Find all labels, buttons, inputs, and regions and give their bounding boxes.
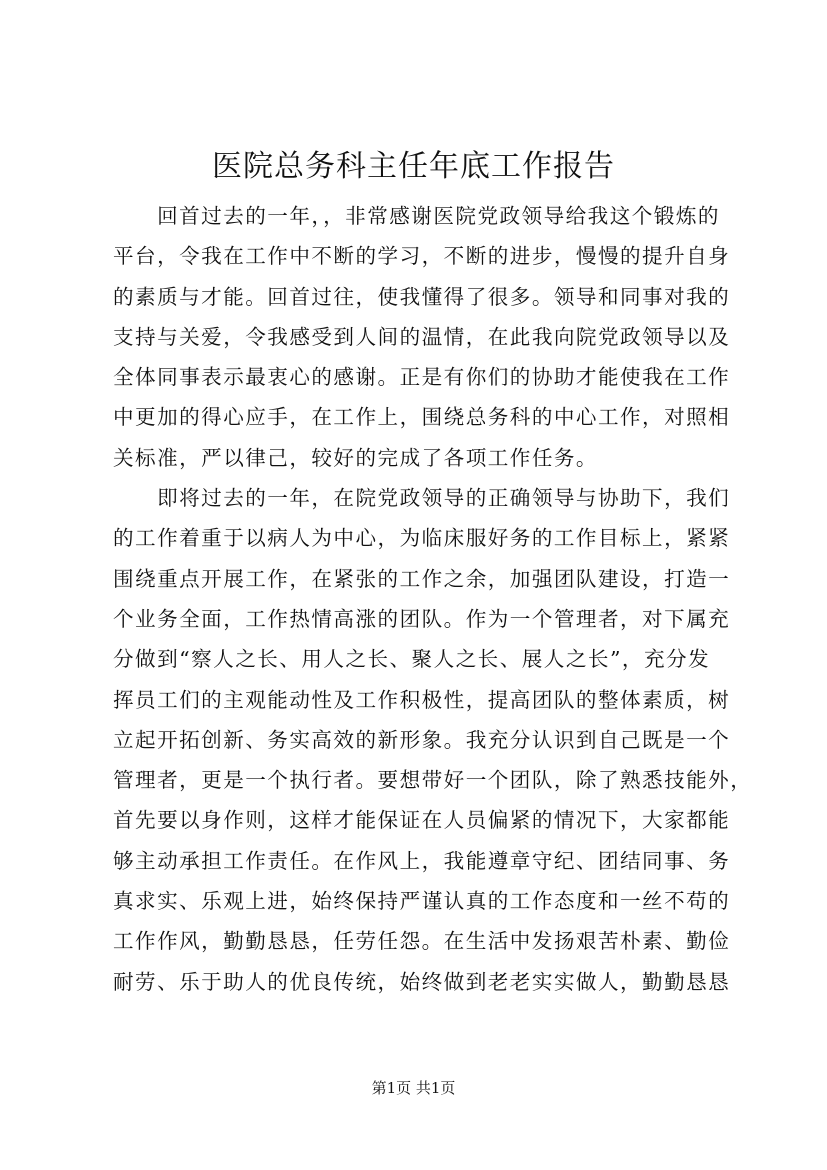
page-footer: 第1页 共1页: [371, 1079, 456, 1097]
text-line: 中更加的得心应手，在工作上，围绕总务科的中心工作，对照相: [113, 405, 731, 430]
paragraph-1: [113, 196, 731, 478]
text-line: 的素质与才能。回首过往，使我懂得了很多。领导和同事对我的: [113, 284, 731, 309]
text-line: 围绕重点开展工作，在紧张的工作之余，加强团队建设，打造一: [113, 566, 731, 591]
text-line: 分做到“察人之长、用人之长、聚人之长、展人之长”，充分发: [113, 647, 711, 672]
text-line: 工作作风，勤勤恳恳，任劳任怨。在生活中发扬艰苦朴素、勤俭: [113, 929, 731, 954]
text-line: 全体同事表示最衷心的感谢。正是有你们的协助才能使我在工作: [113, 365, 731, 390]
text-line: 首先要以身作则，这样才能保证在人员偏紧的情况下，大家都能: [113, 808, 731, 833]
text-line: 回首过去的一年，，非常感谢医院党政领导给我这个锻炼的: [113, 204, 720, 228]
text-line: 平台，令我在工作中不断的学习，不断的进步，慢慢的提升自身: [113, 244, 731, 269]
text-line: 真求实、乐观上进，始终保持严谨认真的工作态度和一丝不苟的: [113, 889, 731, 914]
text-line: 够主动承担工作责任。在作风上，我能遵章守纪、团结同事、务: [113, 848, 731, 873]
text-line: 的工作着重于以病人为中心，为临床服好务的工作目标上，紧紧: [113, 526, 731, 551]
text-line: 即将过去的一年，在院党政领导的正确领导与协助下，我们: [113, 486, 731, 511]
text-line: 耐劳、乐于助人的优良传统，始终做到老老实实做人，勤勤恳恳: [113, 969, 731, 994]
text-line: 关标准，严以律己，较好的完成了各项工作任务。: [113, 445, 598, 470]
text-line: 个业务全面，工作热情高涨的团队。作为一个管理者，对下属充: [113, 606, 731, 631]
document-title: 医院总务科主任年底工作报告: [212, 149, 615, 184]
document-body: [113, 196, 753, 1002]
text-line: 管理者，更是一个执行者。要想带好一个团队，除了熟悉技能外，: [113, 768, 753, 793]
text-line: 立起开拓创新、务实高效的新形象。我充分认识到自己既是一个: [113, 727, 731, 752]
paragraph-2: [113, 478, 753, 1002]
text-line: 挥员工们的主观能动性及工作积极性，提高团队的整体素质，树: [113, 687, 731, 712]
text-line: 支持与关爱，令我感受到人间的温情，在此我向院党政领导以及: [113, 324, 731, 349]
